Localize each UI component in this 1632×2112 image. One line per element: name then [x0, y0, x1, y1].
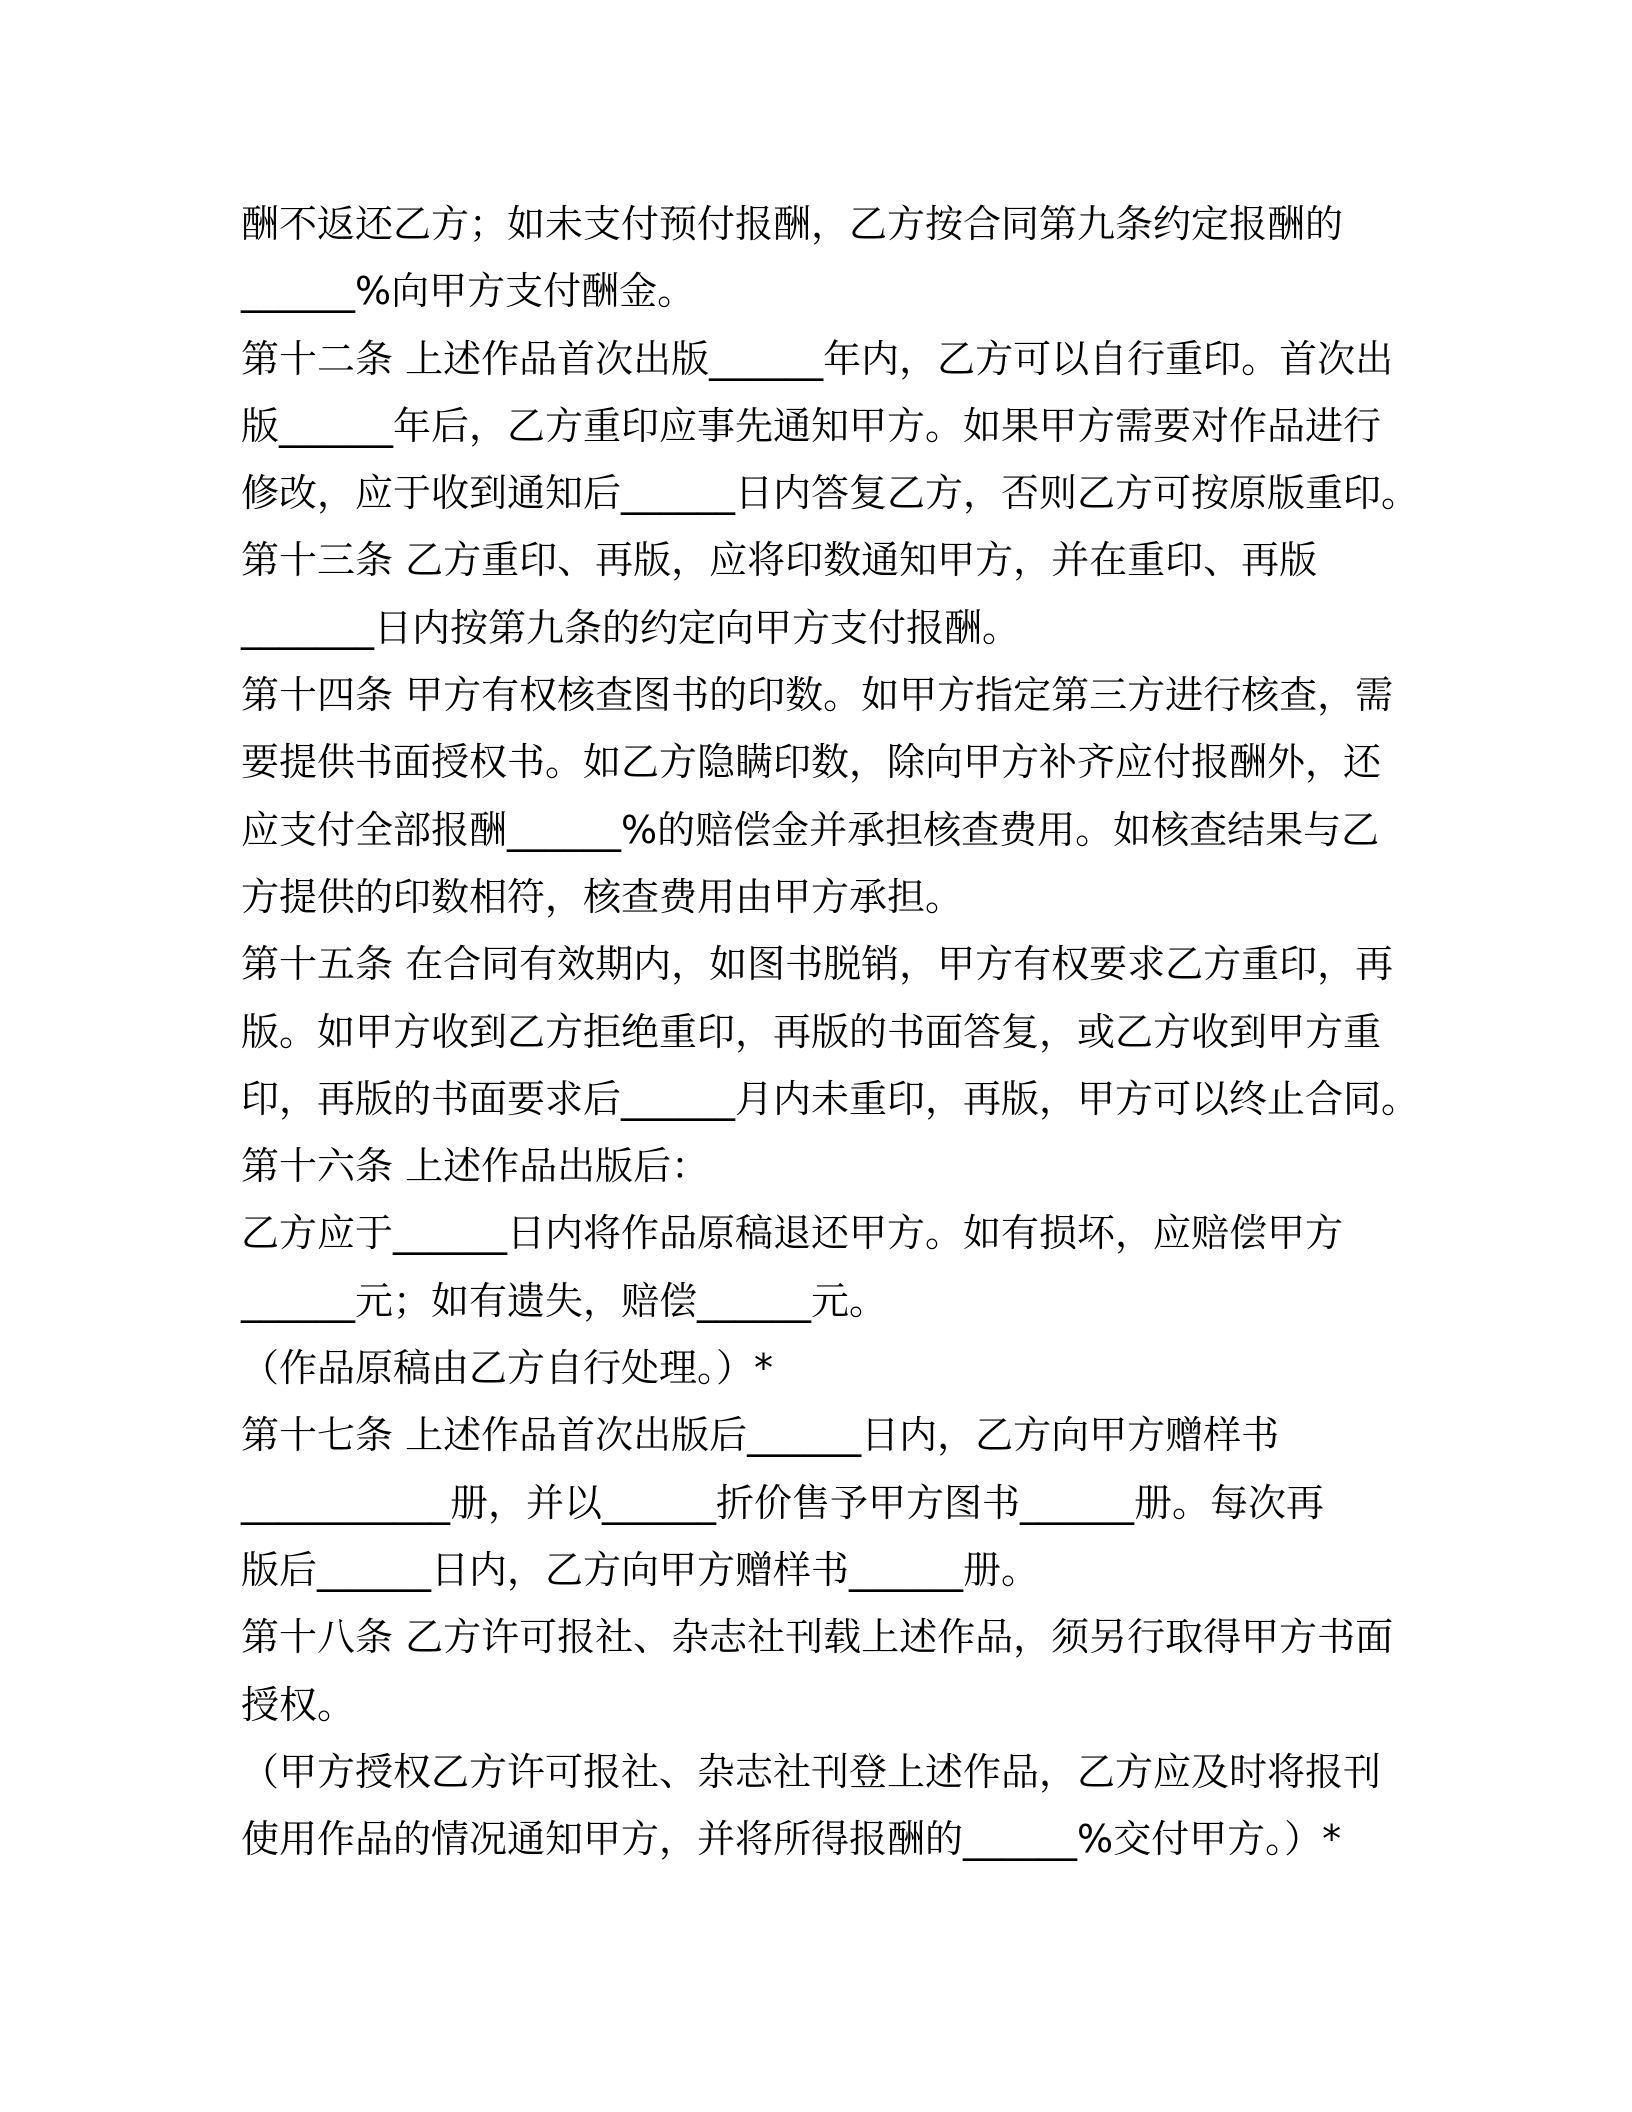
- article-17-line: 第十七条 上述作品首次出版后______日内，乙方向甲方赠样书: [241, 1413, 1280, 1458]
- text-line: ______%向甲方支付酬金。: [241, 269, 696, 314]
- article-16-line: 第十六条 上述作品出版后：: [241, 1144, 710, 1189]
- article-13-line: 第十三条 乙方重印、再版，应将印数通知甲方，并在重印、再版: [241, 538, 1318, 583]
- text-line: 酬不返还乙方；如未支付预付报酬，乙方按合同第九条约定报酬的: [241, 202, 1344, 246]
- text-line: 方提供的印数相符，核查费用由甲方承担。: [241, 874, 964, 919]
- article-14-line: 第十四条 甲方有权核查图书的印数。如甲方指定第三方进行核查，需: [241, 673, 1394, 718]
- text-line: 修改，应于收到通知后______日内答复乙方，否则乙方可按原版重印。: [241, 471, 1420, 516]
- article-15-line: 第十五条 在合同有效期内，如图书脱销，甲方有权要求乙方重印，再: [241, 942, 1394, 987]
- text-line: 要提供书面授权书。如乙方隐瞒印数，除向甲方补齐应付报酬外，还: [241, 740, 1382, 785]
- note-line: （甲方授权乙方许可报社、杂志社刊登上述作品，乙方应及时将报刊: [241, 1749, 1382, 1794]
- text-line: 版。如甲方收到乙方拒绝重印，再版的书面答复，或乙方收到甲方重: [241, 1009, 1382, 1054]
- article-12-line: 第十二条 上述作品首次出版______年内，乙方可以自行重印。首次出: [241, 336, 1394, 381]
- article-18-line: 第十八条 乙方许可报社、杂志社刊载上述作品，须另行取得甲方书面: [241, 1615, 1394, 1660]
- text-line: 授权。: [241, 1682, 356, 1727]
- text-line: ______元；如有遗失，赔偿______元。: [241, 1278, 888, 1323]
- text-line: 使用作品的情况通知甲方，并将所得报酬的______%交付甲方。）*: [241, 1817, 1342, 1862]
- text-line: 乙方应于______日内将作品原稿退还甲方。如有损坏，应赔偿甲方: [241, 1211, 1344, 1256]
- contract-page-body: [241, 191, 1420, 1873]
- text-line: 印，再版的书面要求后______月内未重印，再版，甲方可以终止合同。: [241, 1076, 1420, 1121]
- text-line: _______日内按第九条的约定向甲方支付报酬。: [241, 605, 1021, 650]
- text-line: 版______年后，乙方重印应事先通知甲方。如果甲方需要对作品进行: [241, 403, 1382, 448]
- note-line: （作品原稿由乙方自行处理。）*: [241, 1346, 774, 1391]
- text-line: 应支付全部报酬______%的赔偿金并承担核查费用。如核查结果与乙: [241, 807, 1380, 852]
- text-line: 版后______日内，乙方向甲方赠样书______册。: [241, 1547, 1040, 1592]
- text-line: ___________册，并以______折价售予甲方图书______册。每次再: [241, 1480, 1325, 1525]
